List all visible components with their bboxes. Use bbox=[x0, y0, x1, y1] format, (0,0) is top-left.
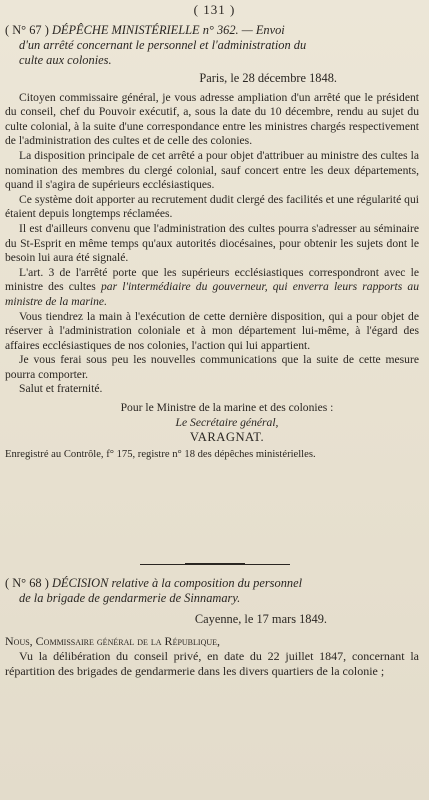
doc-title-line: de la brigade de gendarmerie de Sinnamary. bbox=[19, 591, 241, 605]
doc-date: Cayenne, le 17 mars 1849. bbox=[194, 612, 327, 626]
doc-title-line: d'un arrêté concernant le personnel et l'administration du bbox=[19, 38, 307, 52]
doc-title-line: culte aux colonies. bbox=[19, 53, 112, 67]
paragraph-text: L'art. 3 de l'arrêté porte que les supérieurs ecclésiastiques correspondront avec le ministre des cultes bbox=[5, 265, 419, 294]
doc-title-line: DÉPÊCHE MINISTÉRIELLE n° 362. — Envoi bbox=[51, 23, 285, 37]
signature-block bbox=[5, 401, 419, 445]
paragraph: La disposition principale de cet arrêté a pour objet d'attribuer au ministre des cultes la nomination des membres du clergé colonial, sauf concert entre les deux départements, quand il s'agira de supérieurs ecclésiastiques. bbox=[5, 148, 419, 192]
section-divider bbox=[140, 564, 290, 565]
paragraph: Il est d'ailleurs convenu que l'administration des cultes pourra s'adresser au séminaire du St-Esprit en même temps qu'aux autorités diocésaines, pour obtenir les sujets dont le besoin lui aura été signalé. bbox=[5, 221, 419, 265]
doc-title-line: DÉCISION relative à la composition du personnel bbox=[51, 576, 303, 590]
paragraph bbox=[5, 266, 419, 310]
signature-title: Le Secrétaire général, bbox=[175, 415, 279, 429]
doc-body bbox=[5, 91, 419, 397]
doc-heading bbox=[5, 576, 419, 591]
decision-intro: Nous, Commissaire général de la République, bbox=[5, 633, 221, 648]
salutation: Salut et fraternité. bbox=[19, 382, 103, 396]
doc-body bbox=[5, 634, 419, 680]
signature-line: Pour le Ministre de la marine et des colonies : bbox=[120, 401, 334, 415]
doc-number: ( N° 67 ) bbox=[5, 23, 49, 37]
doc-date: Paris, le 28 décembre 1848. bbox=[199, 71, 337, 85]
document-68 bbox=[5, 576, 419, 680]
paragraph: Vu la délibération du conseil privé, en date du 22 juillet 1847, concernant la répartition des brigades de gendarmerie dans les divers quartiers de la colonie ; bbox=[5, 649, 419, 679]
paragraph-italic-text: par l'intermédiaire du gouverneur, qui enverra leurs rapports au ministre de la marine. bbox=[5, 280, 419, 308]
page-number: ( 131 ) bbox=[193, 2, 236, 17]
registration-note: Enregistré au Contrôle, f° 175, registre n° 18 des dépêches ministérielles. bbox=[5, 448, 316, 460]
signature-name: VARAGNAT. bbox=[189, 430, 265, 445]
doc-heading bbox=[5, 23, 419, 38]
document-67 bbox=[5, 23, 419, 462]
paragraph: Je vous ferai sous peu les nouvelles communications que la suite de cette mesure pourra comporter. bbox=[5, 353, 419, 381]
paragraph: Citoyen commissaire général, je vous adresse ampliation d'un arrêté que le président du conseil, chef du Pouvoir exécutif, a, sous la date du 10 décembre, rendu au sujet du culte colonial, à la suite d'une correspondance entre les ministres chargés respectivement de l'administration des cultes et de celle des colonies. bbox=[5, 90, 419, 148]
paragraph: Ce système doit apporter au recrutement dudit clergé des facilités et une régularité qui étaient depuis longtemps réclamées. bbox=[5, 192, 419, 221]
doc-number: ( N° 68 ) bbox=[5, 576, 49, 590]
paragraph: Vous tiendrez la main à l'exécution de cette dernière disposition, qui a pour objet de réserver à l'administration coloniale et à mon département lui-même, à l'égard des affaires ecclésiastiques de nos colonies, l'action qui lui appartient. bbox=[5, 309, 419, 352]
